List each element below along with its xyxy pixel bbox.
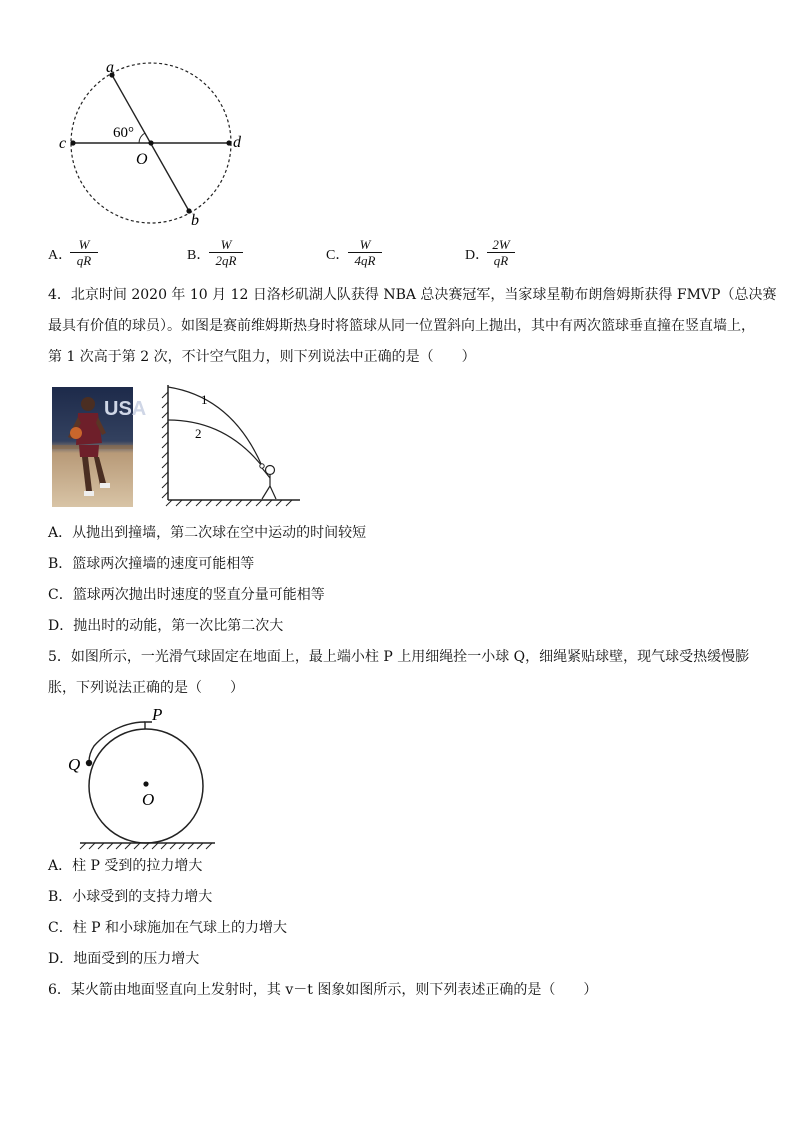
q3-point-c [70, 140, 75, 145]
q3-point-o [148, 140, 153, 145]
q3-point-d [226, 140, 231, 145]
q4-option-d: D．抛出时的动能，第一次比第二次大 [48, 618, 284, 634]
q3-label-o: O [136, 151, 148, 168]
q4-stem-line-3: 第 1 次高于第 2 次，不计空气阻力，则下列说法中正确的是（ ） [48, 349, 476, 365]
q5-ball-q [86, 760, 92, 766]
q3-label-c: c [59, 135, 67, 152]
q5-option-d: D．地面受到的压力增大 [48, 951, 200, 967]
denominator: 2qR [215, 253, 237, 268]
q5-label-p: P [152, 705, 163, 724]
q5-stem-line-1: 5．如图所示，一光滑气球固定在地面上，最上端小柱 P 上用细绳拴一小球 Q，细绳紧贴球壁，现气球受热缓慢膨 [48, 649, 750, 665]
numerator: 2W [487, 238, 515, 253]
q3-option-d-fraction [487, 238, 515, 268]
q4-label-1: 1 [201, 392, 208, 407]
q4-option-c: C．篮球两次抛出时速度的竖直分量可能相等 [48, 587, 325, 603]
q4-photo-text: USA [104, 398, 147, 420]
q4-label-2: 2 [195, 426, 202, 441]
q4-ground-hatching [166, 500, 292, 506]
denominator: qR [76, 253, 92, 268]
denominator: qR [493, 253, 509, 268]
q4-wall-hatching [162, 392, 168, 498]
numerator: W [348, 238, 382, 253]
q5-label-o: O [142, 790, 155, 809]
q5-label-q: Q [68, 755, 81, 774]
numerator: W [70, 238, 98, 253]
q5-center-o [143, 781, 148, 786]
q4-option-b: B．篮球两次撞墙的速度可能相等 [48, 556, 255, 572]
q3-option-b-fraction [209, 238, 243, 268]
q4-stick-figure [262, 466, 276, 500]
q3-option-b-label: B． [187, 248, 211, 263]
q4-stem-line-1: 4．北京时间 2020 年 10 月 12 日洛杉矶湖人队获得 NBA 总决赛冠军，当家球星勒布朗詹姆斯获得 FMVP（总决赛 [48, 287, 777, 303]
q4-ball [260, 464, 264, 468]
q5-ground-hatching [80, 843, 212, 849]
q4-player-photo [52, 387, 147, 507]
q3-option-a-fraction [70, 238, 98, 268]
q3-option-c-label: C． [326, 248, 350, 263]
q3-angle-arc [139, 133, 145, 143]
q3-option-a-label: A． [48, 248, 73, 263]
q3-option-d-label: D． [465, 248, 490, 263]
q3-circle-figure [55, 55, 255, 235]
q3-label-d: d [233, 134, 241, 151]
q3-angle-label: 60° [113, 125, 134, 141]
q5-option-a: A．柱 P 受到的拉力增大 [48, 858, 203, 874]
q3-label-b: b [191, 212, 199, 229]
q5-balloon-figure [60, 700, 230, 850]
q5-option-c: C．柱 P 和小球施加在气球上的力增大 [48, 920, 288, 936]
q5-option-b: B．小球受到的支持力增大 [48, 889, 213, 905]
q4-trajectory-2 [168, 420, 262, 466]
denominator: 4qR [354, 253, 376, 268]
q4-stem-line-2: 最具有价值的球员）。如图是赛前维姆斯热身时将篮球从同一位置斜向上抛出，其中有两次篮球垂直撞在竖直墙上， [48, 318, 755, 334]
q4-photo-drawing [52, 387, 147, 507]
q3-label-a: a [106, 59, 114, 76]
q5-stem-line-2: 胀，下列说法正确的是（ ） [48, 680, 244, 696]
q6-stem-line-1: 6．某火箭由地面竖直向上发射时，其 v－t 图象如图所示，则下列表述正确的是（ ） [48, 982, 598, 998]
q5-pillar-p [145, 722, 152, 729]
numerator: W [209, 238, 243, 253]
q4-trajectory-1 [168, 387, 262, 466]
q4-trajectory-figure [155, 380, 315, 510]
q4-option-a: A．从抛出到撞墙，第二次球在空中运动的时间较短 [48, 525, 367, 541]
q3-option-c-fraction [348, 238, 382, 268]
